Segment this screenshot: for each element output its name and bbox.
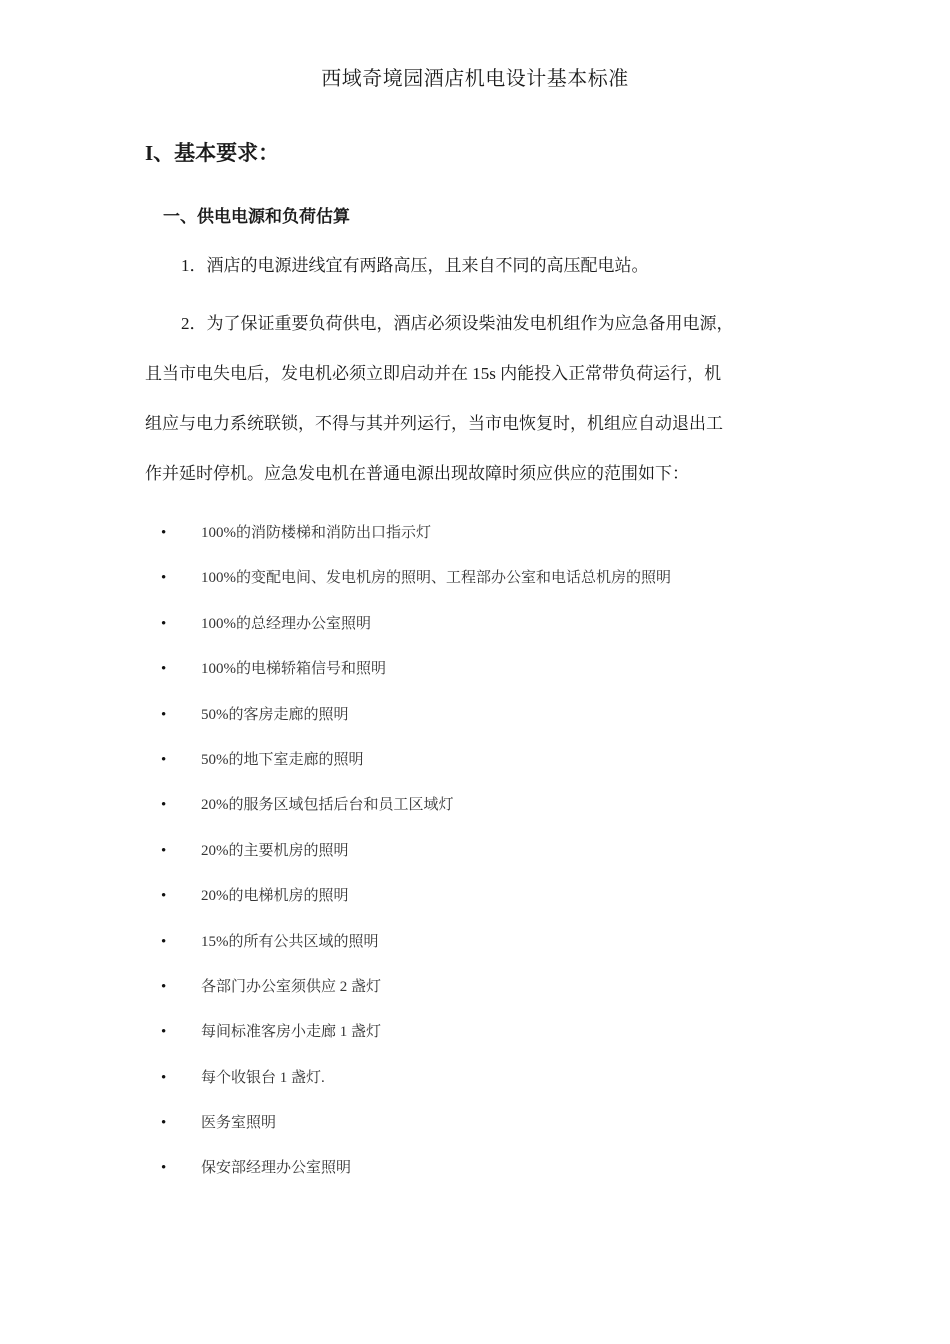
list-item-text: 20%的服务区域包括后台和员工区域灯 bbox=[201, 797, 454, 814]
bullet-icon: • bbox=[161, 1160, 167, 1177]
bullet-icon: • bbox=[161, 615, 167, 632]
bullet-icon: • bbox=[161, 1069, 167, 1086]
list-item bbox=[145, 1152, 671, 1197]
list-item-text: 100%的变配电间、发电机房的照明、工程部办公室和电话总机房的照明 bbox=[201, 570, 671, 587]
bullet-icon: • bbox=[161, 933, 167, 950]
list-item-text: 50%的客房走廊的照明 bbox=[201, 706, 349, 723]
list-item bbox=[145, 1107, 671, 1152]
bullet-icon: • bbox=[161, 797, 167, 814]
bullet-icon: • bbox=[161, 751, 167, 768]
list-item bbox=[145, 835, 671, 880]
list-item bbox=[145, 699, 671, 744]
paragraph-2-line: 2．为了保证重要负荷供电，酒店必须设柴油发电机组作为应急备用电源， bbox=[181, 314, 734, 333]
list-item-text: 20%的主要机房的照明 bbox=[201, 842, 349, 859]
bullet-icon: • bbox=[161, 525, 167, 541]
paragraph-1: 1．酒店的电源进线宜有两路高压，且来自不同的高压配电站。 bbox=[181, 256, 649, 275]
list-item bbox=[145, 926, 671, 971]
list-item bbox=[145, 608, 671, 653]
subsection-heading: 一、供电电源和负荷估算 bbox=[163, 207, 350, 226]
paragraph-2-line: 且当市电失电后，发电机必须立即启动并在 15s 内能投入正常带负荷运行，机 bbox=[145, 364, 722, 383]
paragraph-2-line: 作并延时停机。应急发电机在普通电源出现故障时须应供应的范围如下： bbox=[145, 464, 689, 483]
list-item-text: 每个收银台 1 盏灯. bbox=[201, 1069, 325, 1086]
section-heading: I、基本要求： bbox=[145, 141, 280, 165]
paragraph-2 bbox=[145, 299, 810, 499]
list-item-text: 50%的地下室走廊的照明 bbox=[201, 751, 364, 768]
bullet-icon: • bbox=[161, 706, 167, 723]
paragraph-2-line: 组应与电力系统联锁，不得与其并列运行，当市电恢复时，机组应自动退出工 bbox=[145, 414, 723, 433]
list-item bbox=[145, 1062, 671, 1107]
bullet-icon: • bbox=[161, 978, 167, 995]
list-item bbox=[145, 653, 671, 698]
list-item-text: 医务室照明 bbox=[201, 1115, 277, 1132]
list-item-text: 100%的电梯轿箱信号和照明 bbox=[201, 661, 386, 678]
list-item bbox=[145, 744, 671, 789]
list-item bbox=[145, 562, 671, 607]
list-item-text: 20%的电梯机房的照明 bbox=[201, 888, 349, 905]
list-item bbox=[145, 1016, 671, 1061]
list-item-text: 15%的所有公共区域的照明 bbox=[201, 933, 379, 950]
list-item-text: 各部门办公室须供应 2 盏灯 bbox=[201, 978, 382, 995]
list-item-text: 保安部经理办公室照明 bbox=[201, 1160, 352, 1177]
bullet-icon: • bbox=[161, 570, 167, 587]
list-item bbox=[145, 971, 671, 1016]
bullet-icon: • bbox=[161, 661, 167, 678]
document-title: 西域奇境园酒店机电设计基本标准 bbox=[321, 68, 629, 90]
list-item-text: 100%的总经理办公室照明 bbox=[201, 615, 371, 632]
list-item bbox=[145, 789, 671, 834]
emergency-supply-list bbox=[145, 517, 671, 1198]
list-item bbox=[145, 517, 671, 562]
bullet-icon: • bbox=[161, 1115, 167, 1132]
list-item-text: 每间标准客房小走廊 1 盏灯 bbox=[201, 1024, 382, 1041]
list-item bbox=[145, 880, 671, 925]
list-item-text: 100%的消防楼梯和消防出口指示灯 bbox=[201, 525, 431, 541]
bullet-icon: • bbox=[161, 1024, 167, 1041]
bullet-icon: • bbox=[161, 888, 167, 905]
bullet-icon: • bbox=[161, 842, 167, 859]
